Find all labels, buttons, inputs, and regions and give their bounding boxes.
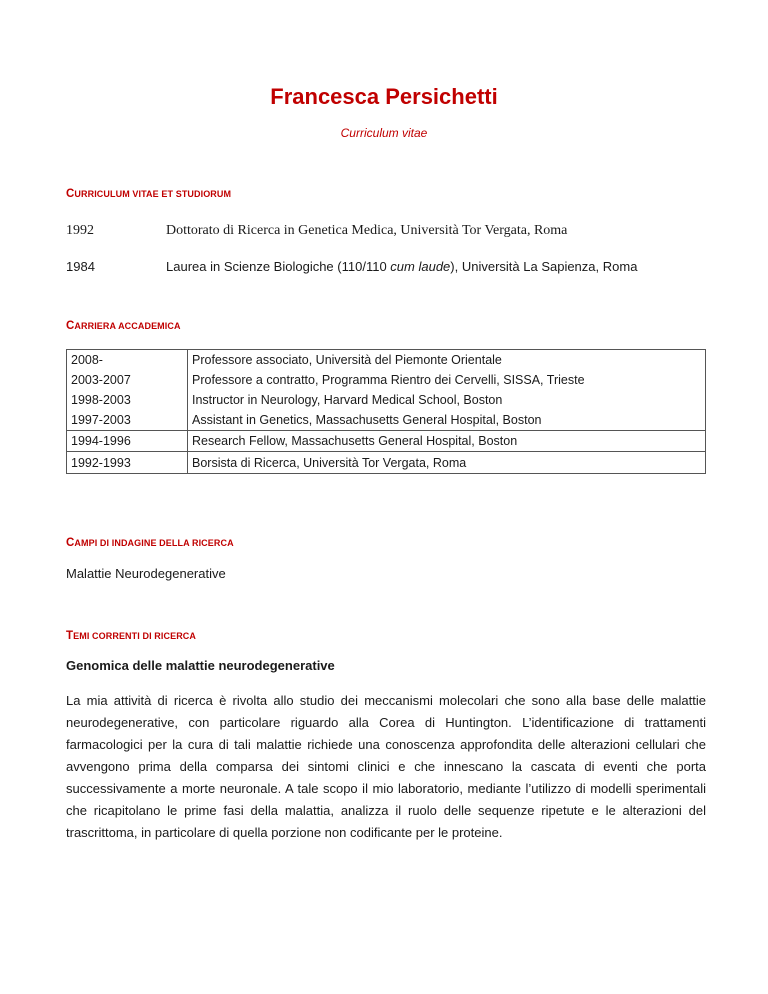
section-heading-campi: CAMPI DI INDAGINE DELLA RICERCA [66, 537, 234, 549]
studiorum-year: 1984 [66, 259, 95, 274]
career-year: 1992-1993 [67, 452, 188, 474]
studiorum-desc-italic: cum laude [390, 259, 451, 274]
career-desc: Borsista di Ricerca, Università Tor Vergata, Roma [188, 452, 706, 474]
career-row [67, 390, 706, 410]
career-year: 2003-2007 [67, 370, 188, 390]
studiorum-year: 1992 [66, 223, 94, 238]
studiorum-desc-part: ), Università La Sapienza, Roma [450, 259, 638, 274]
career-desc: Instructor in Neurology, Harvard Medical School, Boston [188, 390, 706, 410]
career-row [67, 350, 706, 371]
section-heading-studiorum: CURRICULUM VITAE ET STUDIORUM [66, 188, 232, 200]
career-table [66, 349, 706, 474]
career-desc: Assistant in Genetics, Massachusetts General Hospital, Boston [188, 410, 706, 431]
career-desc: Professore associato, Università del Piemonte Orientale [188, 350, 706, 371]
career-desc: Professore a contratto, Programma Rientro dei Cervelli, SISSA, Trieste [188, 370, 706, 390]
studiorum-desc [166, 259, 637, 274]
research-topic-heading: Genomica delle malattie neurodegenerative [66, 658, 335, 673]
career-year: 1997-2003 [67, 410, 188, 431]
career-desc: Research Fellow, Massachusetts General Hospital, Boston [188, 431, 706, 452]
section-heading-carriera: CARRIERA ACCADEMICA [66, 320, 181, 332]
studiorum-desc: Dottorato di Ricerca in Genetica Medica, Università Tor Vergata, Roma [166, 223, 568, 238]
section-heading-temi: TEMI CORRENTI DI RICERCA [66, 630, 197, 642]
research-field: Malattie Neurodegenerative [66, 566, 226, 581]
career-row [67, 452, 706, 474]
career-row [67, 370, 706, 390]
page-title: Francesca Persichetti [270, 84, 498, 109]
career-year: 1994-1996 [67, 431, 188, 452]
career-year: 2008- [67, 350, 188, 371]
studiorum-desc-part: Laurea in Scienze Biologiche (110/110 [166, 259, 391, 274]
research-description: La mia attività di ricerca è rivolta allo studio dei meccanismi molecolari che sono alla base delle malattie neurodegenerative, con particolare riguardo alla Corea di Huntington. L’identificazione di trattamenti farmacologici per la cura di tali malattie richiede una conoscenza approfondita delle alterazioni cellulari che avvengono prima della comparsa dei sintomi clinici e che innescano la cascata di eventi che porta successivamente a morte neuronale. A tale scopo il mio laboratorio, mediante l’utilizzo di modelli sperimentali che ricapitolano le prime fasi della malattia, analizza il ruolo delle sequenze ripetute e le alterazioni del trascrittoma, in particolare di quella porzione non codificante per le proteine. [66, 693, 706, 840]
career-row [67, 431, 706, 452]
page-subtitle: Curriculum vitae [340, 126, 428, 140]
career-row [67, 410, 706, 431]
career-year: 1998-2003 [67, 390, 188, 410]
